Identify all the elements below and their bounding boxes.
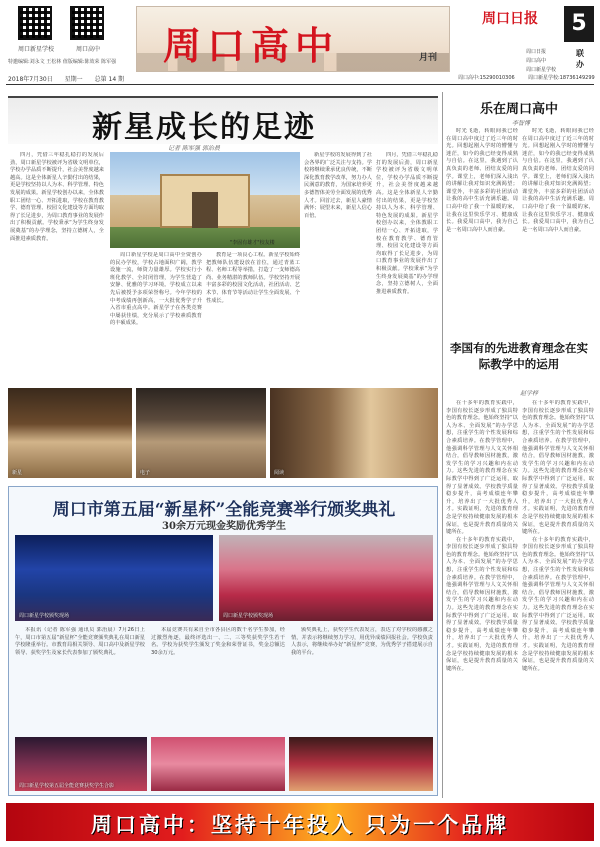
award-section	[8, 486, 438, 796]
paragraph: 在十多年的教育实践中，李国有校长逐步形成了独具特色的教育理念。他始终坚持“以人为本、全面发展”的办学思想，注重学生的个性发展和综合素质培养。在教学管理中，他强调科学管理与人文关怀相结合，倡导教师因材施教，激发学生的学习兴趣和内在动力。这些先进的教育理念在实际教学中得到了广泛运用，取得了显著成效。学校教学质量稳步提升，高考成绩连年攀升，培养出了一大批优秀人才。实践证明，先进的教育理念是学校持续健康发展的根本保证，也是提升教育质量的关键所在。	[446, 536, 518, 672]
award-photo-caption: 周口新星学校第五届全能竞赛获奖学生合影	[19, 783, 115, 789]
gallery-photo	[270, 388, 438, 478]
hotline-xinxing: 周口新星学校:18736149299	[528, 75, 595, 81]
dateline	[8, 74, 134, 83]
award-photo-caption: 周口新星学校颁奖现场	[19, 613, 70, 619]
right-article-2-col-2	[522, 400, 594, 798]
monthly-badge: 月刊	[418, 53, 437, 63]
feature-column-4	[304, 152, 372, 384]
gallery-caption: 阅读	[274, 470, 285, 476]
masthead-divider	[6, 84, 594, 85]
building-photo	[110, 152, 300, 248]
qr-code-icon	[70, 6, 104, 40]
sponsor-item: 周口高中	[526, 58, 547, 64]
gallery-photo	[136, 388, 266, 478]
page-number: 5	[564, 6, 594, 42]
paragraph: 颁奖典礼上，获奖学生代表发言，表达了对学校的感激之情，并表示将继续努力学习，用优异成绩回报社会。学校负责人表示，将继续举办好“新星杯”竞赛，为优秀学子搭建展示自我的平台。	[291, 627, 433, 656]
paper-logo: 周口日报	[482, 11, 538, 27]
photo-caption: "李固有雄才"校友楼	[230, 240, 275, 246]
editors-line: 特邀编辑:刘永文 王松林 值版编辑:陈效荣 陈军强	[8, 59, 117, 65]
qr-code-icon	[18, 6, 52, 40]
lianban-label: 联办	[576, 49, 584, 69]
right-article-2-author: 赵学梓	[520, 390, 539, 397]
award-bottom-photo	[15, 737, 147, 791]
paragraph: 本届竞赛共有来自全市各县区的数千名学生参加，经过激烈角逐，最终评选出一、二、三等奖获奖学生若干名。学校为获奖学生颁发了奖金和荣誉证书，奖金总额达30余万元。	[151, 627, 285, 656]
paragraph: 教育是一项良心工程。新星学校始终把教师队伍建设放在首位，通过青蓝工程、名师工程等举措，打造了一支师德高尚、业务精湛的教师队伍。学校坚持开展丰富多彩的校园文化活动，社团活动、艺术节、体育节等活动让学生全面发展、个性成长。	[206, 252, 300, 304]
feature-column-5	[376, 152, 438, 384]
paragraph: 四月，凭借三年稳扎稳打的发展后劲，周口新星学校被评为省级文明单位，学校办学品质不断提升，社会美誉度越来越高。这是全体新星人辛勤付出的结果，更是学校坚持以人为本、科学管理、特色发展的成果。新星学校创办以来，全体教职工团结一心、开拓进取，学校在教育教学、德育管理、校园文化建设等方面均取得了长足进步，为周口教育事业的发展作出了积极贡献。学校秉承“为学生终身发展奠基”的办学理念，坚持立德树人，全面推进素质教育。	[376, 152, 438, 295]
award-column-3	[291, 627, 433, 733]
footer-slogan: 周口高中：坚持十年投入 只为一个品牌	[90, 812, 510, 837]
award-photo-caption: 周口新星学校颁奖现场	[223, 613, 274, 619]
feature-title: 新星成长的足迹	[92, 110, 316, 145]
award-column-1	[15, 627, 145, 733]
hotline-gaozhong: 周口高中:15290010306	[458, 75, 515, 81]
paragraph: 四月，凭借三年稳扎稳打的发展后劲，周口新星学校被评为省级文明单位，学校办学品质不断提升，社会美誉度越来越高。这是全体新星人辛勤付出的结果，更是学校坚持以人为本、科学管理、特色发展的成果。新星学校创办以来，全体教职工团结一心、开拓进取，学校在教育教学、德育管理、校园文化建设等方面均取得了长足进步，为周口教育事业的发展作出了积极贡献。学校秉承“为学生终身发展奠基”的办学理念，坚持立德树人，全面推进素质教育。	[10, 152, 104, 242]
award-group-photo	[219, 535, 433, 621]
paragraph: 新星学校的发展得到了社会各界的广泛关注与支持。学校将继续秉承优良传统，不断深化教育教学改革，努力办人民满意的教育，为国家培养更多德智体美劳全面发展的优秀人才。回首过去，新星人豪情满怀；展望未来，新星人信心百倍。	[304, 152, 372, 219]
feature-column-1	[10, 152, 104, 382]
sponsor-list	[526, 48, 556, 75]
award-bottom-photo	[151, 737, 285, 791]
gallery-photo	[8, 388, 132, 478]
issue-number: 总第 14 期	[94, 76, 125, 83]
gallery-caption: 新星	[12, 470, 23, 476]
paragraph: 时光飞逝，转眼间我已经在周口高中度过了近三年的时光。回想起刚入学时的懵懂与迷茫，如今的我已经变得成熟与自信。在这里，我遇到了认真负责的老师、团结友爱的同学。课堂上，老师们深入浅出的讲解让我对知识充满渴望；课堂外，丰富多彩的社团活动让我的高中生活充满乐趣。周口高中给了我一个温暖的家，让我在这里快乐学习、健康成长。我爱周口高中，我为自己是一名周口高中人而自豪。	[522, 128, 594, 233]
right-article-1-title: 乐在周口高中	[479, 102, 558, 117]
qr-right-label: 周口高中	[75, 46, 100, 53]
issue-weekday: 星期一	[64, 76, 83, 83]
sponsor-item: 周口日报	[526, 49, 547, 55]
masthead-banner	[136, 6, 450, 72]
issue-date: 2018年7月30日	[8, 76, 53, 83]
feature-column-2	[110, 252, 202, 384]
right-article-1-col-1	[446, 128, 518, 314]
paragraph: 在十多年的教育实践中，李国有校长逐步形成了独具特色的教育理念。他始终坚持“以人为本、全面发展”的办学思想，注重学生的个性发展和综合素质培养。在教学管理中，他强调科学管理与人文关怀相结合，倡导教师因材施教，激发学生的学习兴趣和内在动力。这些先进的教育理念在实际教学中得到了广泛运用，取得了显著成效。学校教学质量稳步提升，高考成绩连年攀升，培养出了一大批优秀人才。实践证明，先进的教育理念是学校持续健康发展的根本保证，也是提升教育质量的关键所在。	[522, 400, 594, 536]
paragraph: 在十多年的教育实践中，李国有校长逐步形成了独具特色的教育理念。他始终坚持“以人为本、全面发展”的办学思想，注重学生的个性发展和综合素质培养。在教学管理中，他强调科学管理与人文关怀相结合，倡导教师因材施教，激发学生的学习兴趣和内在动力。这些先进的教育理念在实际教学中得到了广泛运用，取得了显著成效。学校教学质量稳步提升，高考成绩连年攀升，培养出了一大批优秀人才。实践证明，先进的教育理念是学校持续健康发展的根本保证，也是提升教育质量的关键所在。	[446, 400, 518, 536]
column-divider	[442, 92, 443, 798]
right-article-1-author: 李智博	[512, 120, 531, 127]
award-bottom-photo	[289, 737, 433, 791]
footer-banner	[6, 803, 594, 841]
paragraph: 周口新星学校是周口高中全资创办的民办学校，学校占地面积广阔，教学设施一流，师资力量雄厚。学校实行小班化教学、全封闭管理，为学生营造了安静、优雅的学习环境。学校成立以来先后被授予多项荣誉称号。今年学校的中考成绩再创新高，一大批优秀学子升入省市重点高中。新星学子在各类竞赛中屡获佳绩，充分展示了学校素质教育的丰硕成果。	[110, 252, 202, 327]
sponsor-item: 周口新星学校	[526, 67, 557, 73]
paragraph: 在十多年的教育实践中，李国有校长逐步形成了独具特色的教育理念。他始终坚持“以人为本、全面发展”的办学思想，注重学生的个性发展和综合素质培养。在教学管理中，他强调科学管理与人文关怀相结合，倡导教师因材施教，激发学生的学习兴趣和内在动力。这些先进的教育理念在实际教学中得到了广泛运用，取得了显著成效。学校教学质量稳步提升，高考成绩连年攀升，培养出了一大批优秀人才。实践证明，先进的教育理念是学校持续健康发展的根本保证，也是提升教育质量的关键所在。	[522, 536, 594, 672]
right-article-2-col-1	[446, 400, 518, 798]
right-article-1-col-2	[522, 128, 594, 314]
gallery-caption: 电子	[140, 470, 151, 476]
paragraph: 本报讯（记者 陈军强 通讯员 郭治晨）7月26日上午，周口市第五届“新星杯”全能竞赛颁奖典礼在周口新星学校隆重举行。市教育局相关领导、周口高中及新星学校领导、获奖学生及家长代表参加了颁奖典礼。	[15, 627, 145, 656]
newspaper-title: 周口高中	[163, 23, 340, 68]
award-subtitle: 30余万元现金奖励优秀学生	[162, 521, 286, 532]
award-title: 周口市第五届“新星杯”全能竞赛举行颁奖典礼	[52, 500, 396, 520]
feature-column-3	[206, 252, 300, 384]
right-article-2-title: 李国有的先进教育理念在实际教学中的运用	[450, 341, 588, 371]
award-stage-photo	[15, 535, 213, 621]
award-column-2	[151, 627, 285, 733]
paragraph: 时光飞逝，转眼间我已经在周口高中度过了近三年的时光。回想起刚入学时的懵懂与迷茫，如今的我已经变得成熟与自信。在这里，我遇到了认真负责的老师、团结友爱的同学。课堂上，老师们深入浅出的讲解让我对知识充满渴望；课堂外，丰富多彩的社团活动让我的高中生活充满乐趣。周口高中给了我一个温暖的家，让我在这里快乐学习、健康成长。我爱周口高中，我为自己是一名周口高中人而自豪。	[446, 128, 518, 233]
masthead	[8, 6, 594, 82]
building-arch	[192, 192, 218, 228]
feature-header	[8, 96, 438, 144]
feature-byline: 记者 陈军强 郭治晨	[168, 145, 220, 152]
qr-left-label: 周口新星学校	[17, 46, 54, 53]
